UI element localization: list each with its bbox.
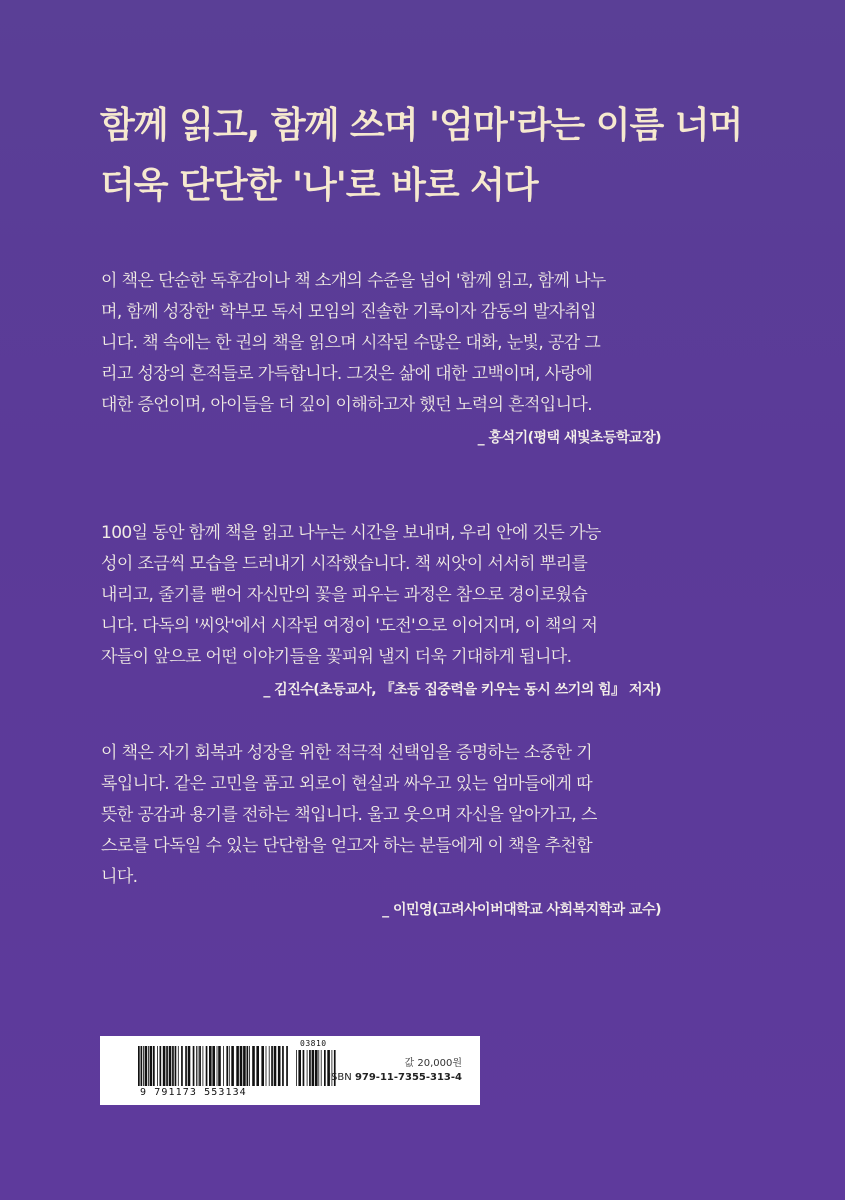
text-line: 이 책은 단순한 독후감이나 책 소개의 수준을 넘어 '함께 읽고, 함께 나누 [101,271,606,291]
barcode-bar [185,1046,187,1086]
endorsement-text [101,266,661,421]
barcode-bar [307,1050,308,1086]
barcode-bar [229,1046,230,1086]
barcode-bar [145,1046,148,1086]
isbn-prefix: ISBN [328,1072,352,1083]
endorsement-text [101,518,661,673]
barcode-bar [312,1050,315,1086]
barcode-bar [148,1046,149,1086]
isbn-number: 979-11-7355-313-4 [354,1072,462,1083]
barcode-bar [303,1050,305,1086]
text-line: 니다. [101,867,138,887]
barcode-bar [252,1046,255,1086]
headline [100,96,760,216]
text-line: 자들이 앞으로 어떤 이야기들을 꽃피워 낼지 더욱 기대하게 됩니다. [101,647,572,667]
barcode-bar [188,1046,191,1086]
text-line: 성이 조금씩 모습을 드러내기 시작했습니다. 책 씨앗이 서서히 뿌리를 [101,554,588,574]
endorsement-text [101,738,661,893]
text-line: 내리고, 줄기를 뻗어 자신만의 꽃을 피우는 과정은 참으로 경이로웠습 [101,585,588,605]
barcode-bar [296,1050,297,1086]
text-line: 니다. 다독의 '씨앗'에서 시작된 여정이 '도전'으로 이어지며, 이 책의 저 [101,616,598,636]
text-line: 뜻한 공감과 용기를 전하는 책입니다. 울고 웃으며 자신을 알아가고, 스 [101,805,597,825]
barcode-bar [247,1046,249,1086]
barcode-bar [153,1046,155,1086]
endorsement-2 [101,518,661,699]
text-line: 대한 증언이며, 아이들을 더 깊이 이해하고자 했던 노력의 흔적입니다. [101,395,593,415]
barcode-bar [169,1046,172,1086]
endorsement-attribution: _ 홍석기(평택 새빛초등학교장) [477,430,661,446]
endorsement-1 [101,266,661,447]
barcode-bar [269,1046,270,1086]
barcode-bar [160,1046,162,1086]
barcode-bar [226,1046,228,1086]
barcode-bar [143,1046,144,1086]
text-line: 100일 동안 함께 책을 읽고 나누는 시간을 보내며, 우리 안에 깃든 가능 [101,523,601,543]
barcode-bar [236,1046,239,1086]
barcode-bar [175,1046,177,1086]
barcode-bar [282,1046,284,1086]
barcode-bar [256,1046,259,1086]
barcode-bar [240,1046,243,1086]
isbn-label [328,1072,462,1083]
text-line: 니다. 책 속에는 한 권의 책을 읽으며 시작된 수많은 대화, 눈빛, 공감 그 [101,333,601,353]
barcode-bar [196,1046,197,1086]
barcode-bar [315,1050,318,1086]
barcode-bar [199,1046,201,1086]
barcode-addon-digits: 03810 [300,1039,327,1048]
barcode-bar [223,1046,224,1086]
barcode-bar [206,1046,208,1086]
barcode-bar [178,1046,179,1086]
isbn-barcode-panel [100,1036,480,1105]
barcode-bar [278,1046,281,1086]
barcode-bar [181,1046,183,1086]
text-line: 며, 함께 성장한' 학부모 독서 모임의 진솔한 기록이자 감동의 발자취입 [101,302,597,322]
barcode-bar [243,1046,246,1086]
barcode-bar [163,1046,166,1086]
barcode-bar [249,1046,250,1086]
endorsement-attribution: _ 김진수(초등교사, 『초등 집중력을 키우는 동시 쓰기의 힘』 저자) [263,682,661,698]
barcode-bar [193,1046,195,1086]
barcode-bar [321,1050,322,1086]
barcode-digits: 9 791173 553134 [140,1087,247,1098]
barcode-bar [217,1046,218,1086]
endorsement-attribution: _ 이민영(고려사이버대학교 사회복지학과 교수) [382,902,661,918]
barcode-bar [318,1050,319,1086]
barcode-bar [203,1046,204,1086]
barcode-bar [274,1046,277,1086]
price-label: 값 20,000원 [404,1058,462,1069]
barcode-bar [231,1046,234,1086]
barcode-bar [266,1046,267,1086]
barcode-bar [298,1050,301,1086]
barcode-bar [198,1046,199,1086]
headline-line-1: 함께 읽고, 함께 쓰며 '엄마'라는 이름 너머 [100,105,743,146]
barcode-bar [261,1046,264,1086]
barcode-bar [286,1046,288,1086]
barcode-icon [138,1046,288,1086]
barcode-bar [172,1046,174,1086]
headline-line-2: 더욱 단단한 '나'로 바로 서다 [100,165,538,206]
endorsement-3 [101,738,661,919]
text-line: 이 책은 자기 회복과 성장을 위한 적극적 선택임을 증명하는 소중한 기 [101,743,593,763]
barcode-bar [218,1046,221,1086]
barcode-bar [309,1050,311,1086]
barcode-bar [141,1046,143,1086]
barcode-bar [166,1046,168,1086]
barcode-bar [324,1050,326,1086]
barcode-bar [157,1046,158,1086]
barcode-bar [150,1046,153,1086]
text-line: 스로를 다독일 수 있는 단단함을 얻고자 하는 분들에게 이 책을 추천합 [101,836,593,856]
text-line: 록입니다. 같은 고민을 품고 외로이 현실과 싸우고 있는 엄마들에게 따 [101,774,593,794]
barcode-bar [138,1046,140,1086]
barcode-bar [209,1046,212,1086]
barcode-bar [212,1046,215,1086]
barcode-bar [271,1046,273,1086]
text-line: 리고 성장의 흔적들로 가득합니다. 그것은 삶에 대한 고백이며, 사랑에 [101,364,593,384]
